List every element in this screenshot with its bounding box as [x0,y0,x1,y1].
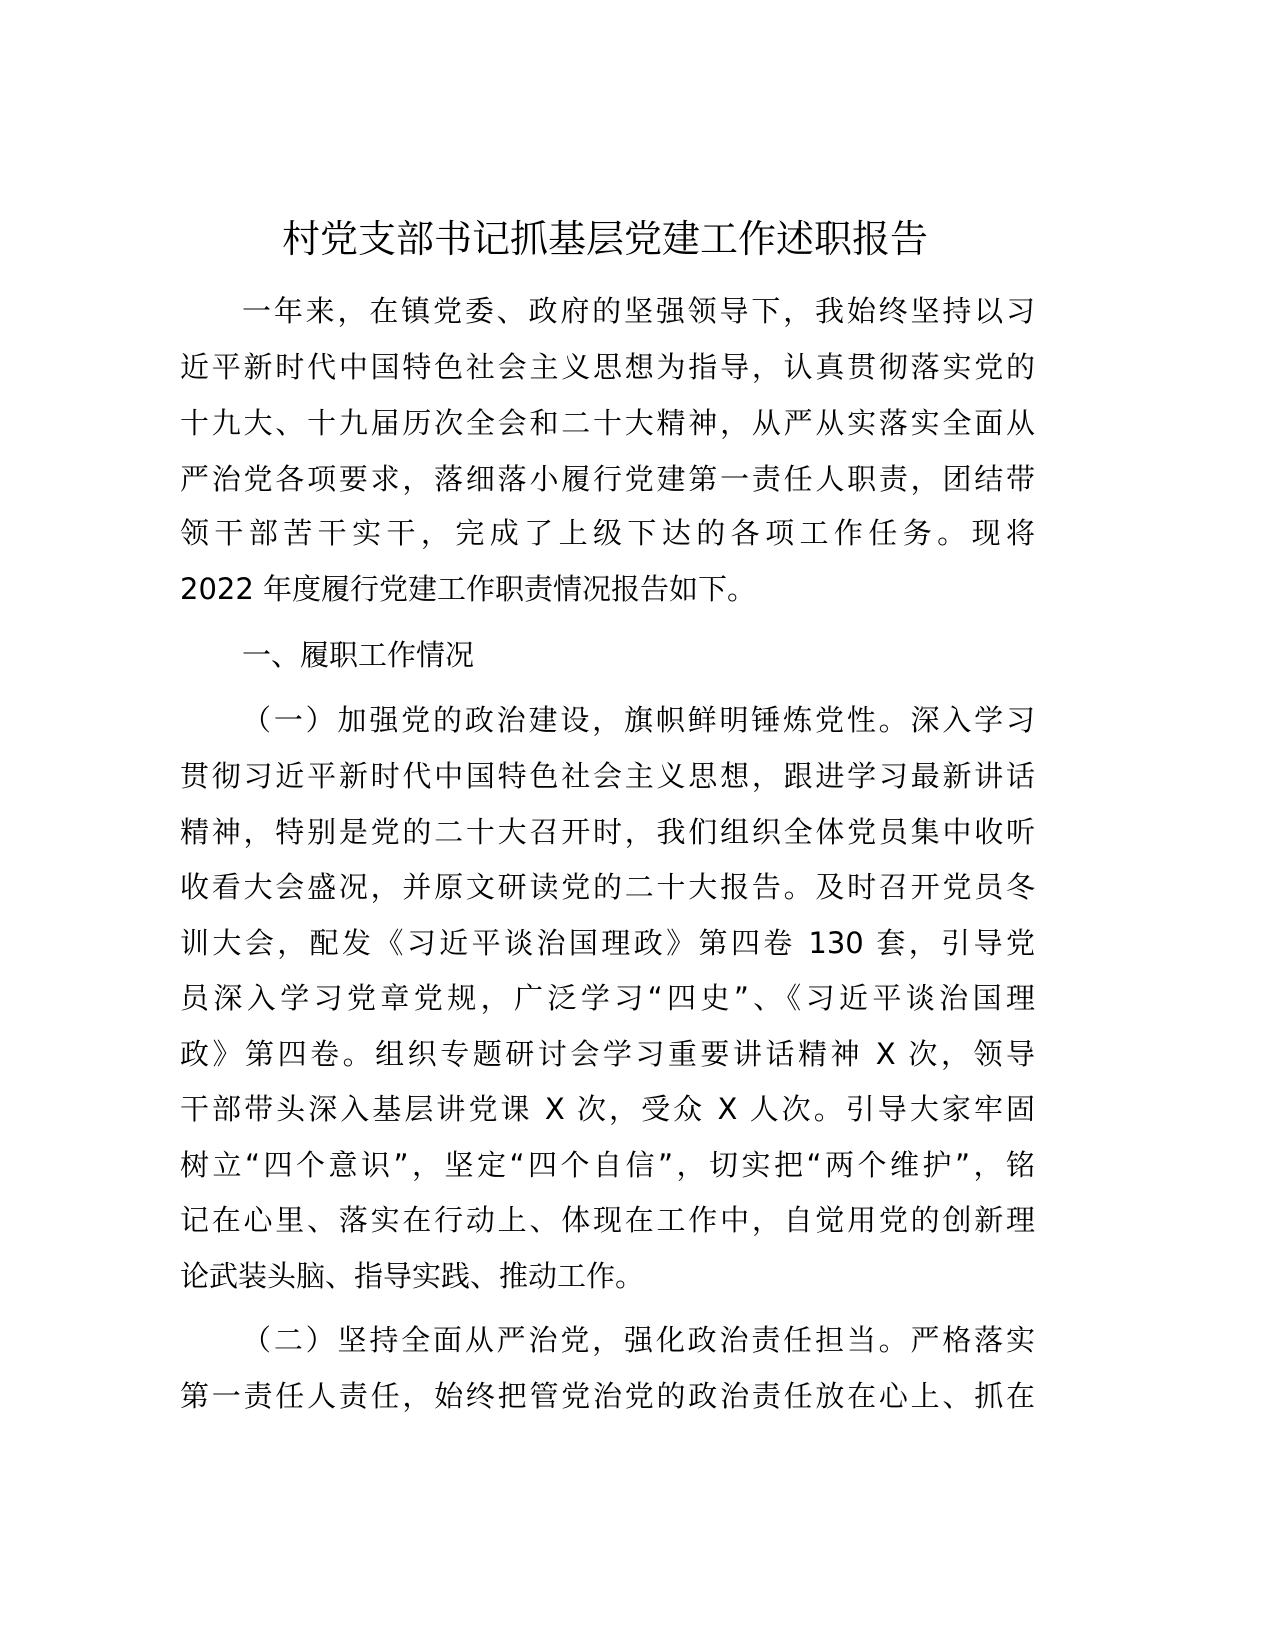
section1-line: 政》第四卷。组织专题研讨会学习重要讲话精神 X 次，领导 [180,1037,1035,1071]
intro-line: 十九大、十九届历次全会和二十大精神，从严从实落实全面从 [180,406,1035,440]
section2-line: （二）坚持全面从严治党，强化政治责任担当。严格落实 [242,1323,1035,1357]
section1-line: 训大会，配发《习近平谈治国理政》第四卷 130 套，引导党 [180,926,1035,960]
section2-line: 第一责任人责任，始终把管党治党的政治责任放在心上、抓在 [180,1379,1035,1413]
document-title: 村党支部书记抓基层党建工作述职报告 [281,217,928,261]
section1-line: 树立“四个意识”，坚定“四个自信”，切实把“两个维护”，铭 [180,1148,1035,1182]
section1-line: 干部带头深入基层讲党课 X 次，受众 X 人次。引导大家牢固 [180,1092,1035,1126]
section1-line: 精神，特别是党的二十大召开时，我们组织全体党员集中收听 [180,815,1035,849]
section1-line: 员深入学习党章党规，广泛学习“四史”、《习近平谈治国理 [180,981,1035,1015]
intro-line: 领干部苦干实干，完成了上级下达的各项工作任务。现将 [180,516,1035,550]
section1-line: 贯彻习近平新时代中国特色社会主义思想，跟进学习最新讲话 [180,759,1035,793]
intro-line: 一年来，在镇党委、政府的坚强领导下，我始终坚持以习 [242,294,1035,328]
section-heading: 一、履职工作情况 [242,638,475,672]
intro-line: 2022 年度履行党建工作职责情况报告如下。 [180,572,757,606]
section1-line: （一）加强党的政治建设，旗帜鲜明锤炼党性。深入学习 [242,703,1035,737]
section1-line: 收看大会盛况，并原文研读党的二十大报告。及时召开党员冬 [180,870,1035,904]
section1-line: 论武装头脑、指导实践、推动工作。 [180,1259,645,1293]
intro-line: 近平新时代中国特色社会主义思想为指导，认真贯彻落实党的 [180,350,1035,384]
intro-line: 严治党各项要求，落细落小履行党建第一责任人职责，团结带 [180,462,1035,496]
section1-line: 记在心里、落实在行动上、体现在工作中，自觉用党的创新理 [180,1203,1035,1237]
